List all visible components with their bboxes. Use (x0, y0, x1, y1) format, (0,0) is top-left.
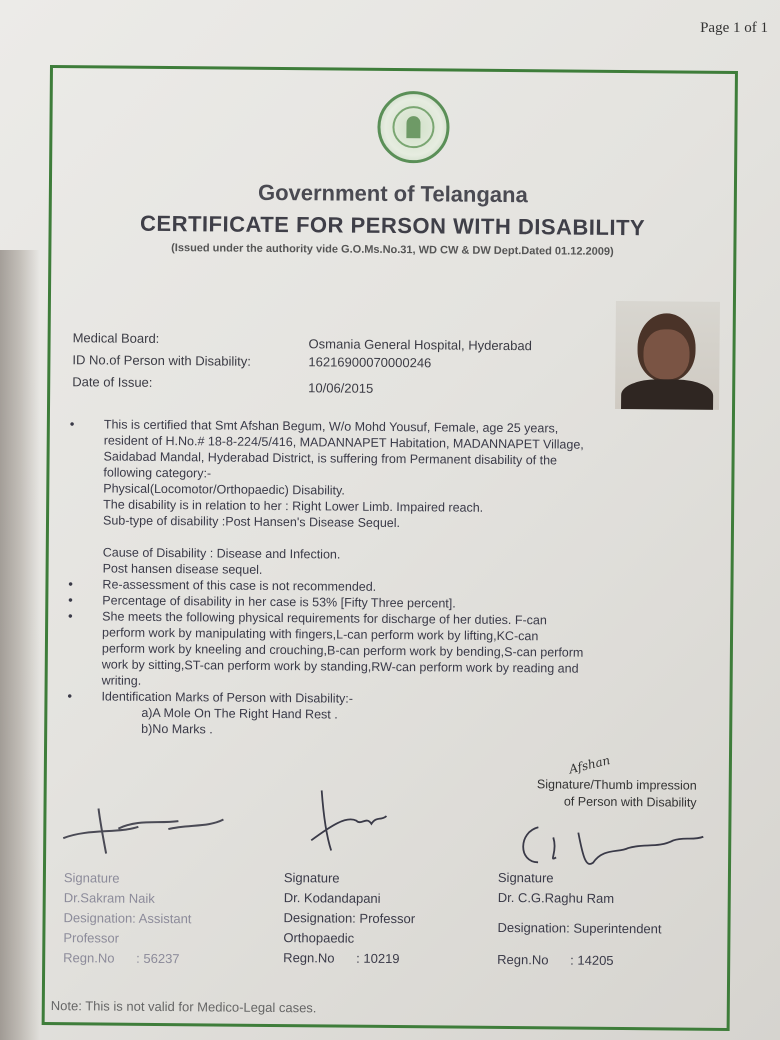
reassessment-item: • Re-assessment of this case is not recommended. (68, 577, 377, 594)
signature-scribble-2 (301, 785, 392, 856)
finger-shadow (0, 250, 40, 1040)
person-photo (615, 301, 720, 410)
id-label: ID No.of Person with Disability: (72, 352, 251, 369)
id-value: 16216900070000246 (308, 354, 432, 371)
cause-paragraph: Cause of Disability : Disease and Infection. Post hansen disease sequel. (102, 545, 341, 577)
signatory-1: Signature Dr.Sakram Naik Designation: Assistant Professor Regn.No : 56237 (63, 870, 192, 967)
mark-b: b)No Marks . (141, 721, 213, 737)
identification-marks-item: • Identification Marks of Person with Disability:- a)A Mole On The Right Hand Rest . b)No Marks . (67, 688, 707, 742)
signature-scribble-1 (58, 798, 229, 859)
date-label: Date of Issue: (72, 374, 153, 390)
details-fields (72, 330, 532, 396)
person-signature-block: Afshan Signature/Thumb impression of Person with Disability (536, 753, 697, 810)
requirements-item: • She meets the following physical requirements for discharge of her duties. F-can perform work by manipulating with fingers,L-can perform work by lifting,KC-can perform work by kneeling and crouching,B-can perform work by bending,S-can perform work by sitting,ST-can perform work by standing,RW-can perform work by reading and writing. (68, 609, 584, 688)
signatory-2: Signature Dr. Kodandapani Designation: Professor Orthopaedic Regn.No : 10219 (283, 870, 416, 967)
authority-note: (Issued under the authority vide G.O.Ms.No.31, WD CW & DW Dept.Dated 01.12.2009) (171, 242, 614, 258)
certification-paragraph: • This is certified that Smt Afshan Begum, W/o Mohd Yousuf, Female, age 25 years, resident of H.No.# 18-8-224/5/416, MADANNAPET Habitation, MADANNAPET Village, Saidabad Mandal, Hyderabad District, is suffering from Permanent disability of the following category:- Physical(Locomotor/Orthopaedic) Disability. The disability is in relation to her : Right Lower Limb. Impaired reach. Sub-type of disability :Post Hansen's Disease Sequel. (69, 417, 584, 531)
medical-board-value: Osmania General Hospital, Hyderabad (308, 336, 532, 354)
certificate-body (67, 416, 710, 742)
mark-a: a)A Mole On The Right Hand Rest . (141, 705, 338, 722)
percentage-item: • Percentage of disability in her case is 53% [Fifty Three percent]. (68, 593, 456, 611)
person-signature-name: Afshan (568, 753, 612, 777)
signatory-3: Signature Dr. C.G.Raghu Ram Designation: Superintendent Regn.No : 14205 (497, 869, 662, 968)
page-number: Page 1 of 1 (700, 20, 768, 36)
certificate-frame (42, 65, 738, 1031)
footer-note: Note: This is not valid for Medico-Legal cases. (50, 998, 317, 1016)
telangana-emblem-icon (377, 91, 450, 164)
government-title: Government of Telangana (257, 179, 528, 208)
medical-board-label: Medical Board: (72, 330, 160, 346)
date-value: 10/06/2015 (308, 380, 374, 396)
certificate-title: CERTIFICATE FOR PERSON WITH DISABILITY (139, 210, 646, 241)
